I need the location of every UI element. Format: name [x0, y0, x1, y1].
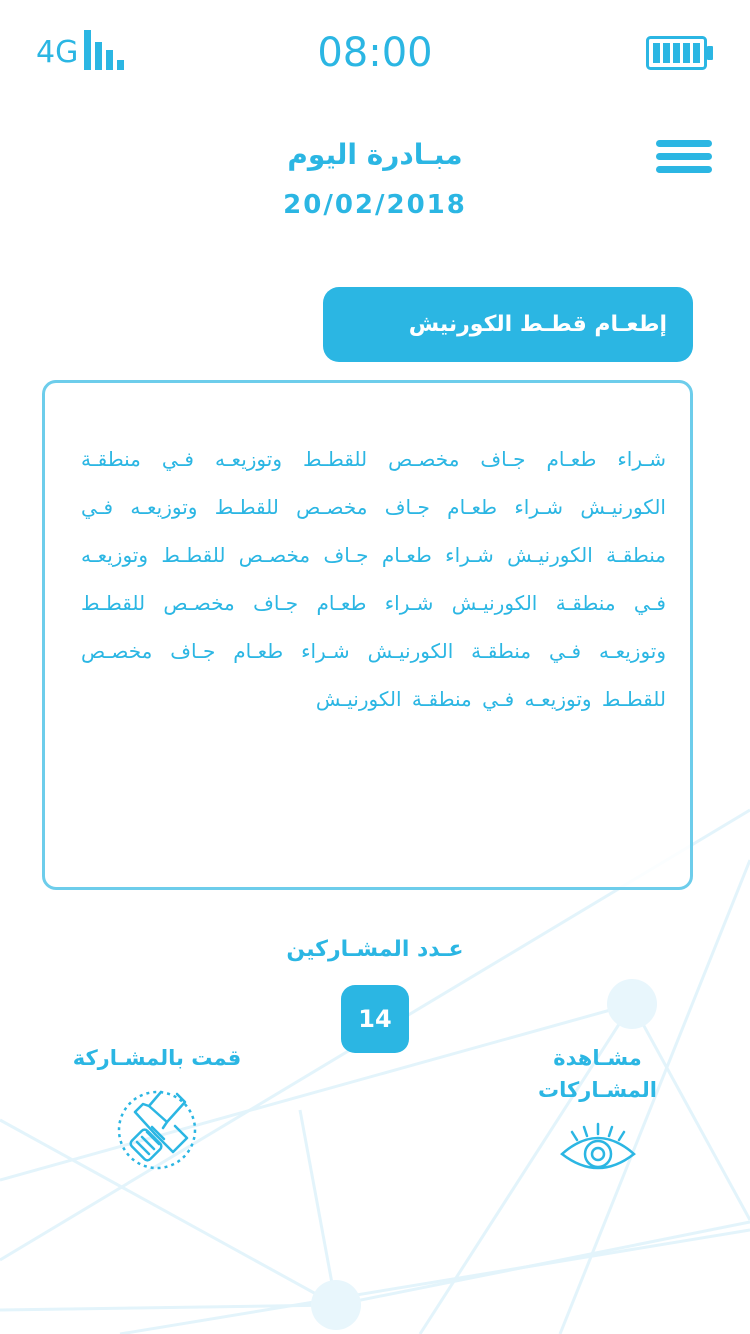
page-date: 20/02/2018 [283, 190, 467, 220]
initiative-description: شـراء طعـام جـاف مخصـص للقطـط وتوزيعـه فـي منطقـة الكورنيـش شـراء طعـام جـاف مخصـص للقطـط وتوزيعـه فـي منطقـة الكورنيـش شـراء طعـام جـاف مخصـص للقطـط وتوزيعـه فـي منطقـة الكورنيـش شـراء طعـام جـاف مخصـص للقطـط وتوزيعـه فـي منطقـة الكورنيـش شـراء طعـام جـاف مخصـص للقطـط وتوزيعـه فـي منطقـة الكورنيـش [81, 447, 666, 711]
network-type: 4G [36, 35, 79, 70]
page-title: مبـادرة اليوم [287, 138, 463, 171]
participants-count-badge: 14 [341, 985, 409, 1053]
participated-label: قمت بالمشـاركة [72, 1046, 242, 1070]
initiative-description-card [42, 380, 693, 890]
status-bar [0, 0, 750, 110]
battery-icon [646, 36, 714, 70]
participants-label: عـدد المشـاركين [286, 937, 464, 962]
view-participations-label: مشـاهدة المشـاركات [538, 1046, 657, 1102]
status-time: 08:00 [317, 30, 433, 76]
initiative-title-tag: إطعـام قطـط الكورنيش [323, 287, 693, 362]
view-participations-button[interactable] [505, 1042, 690, 1180]
handshake-icon [115, 1088, 199, 1172]
participated-button[interactable] [60, 1042, 254, 1172]
eye-icon [556, 1120, 640, 1180]
